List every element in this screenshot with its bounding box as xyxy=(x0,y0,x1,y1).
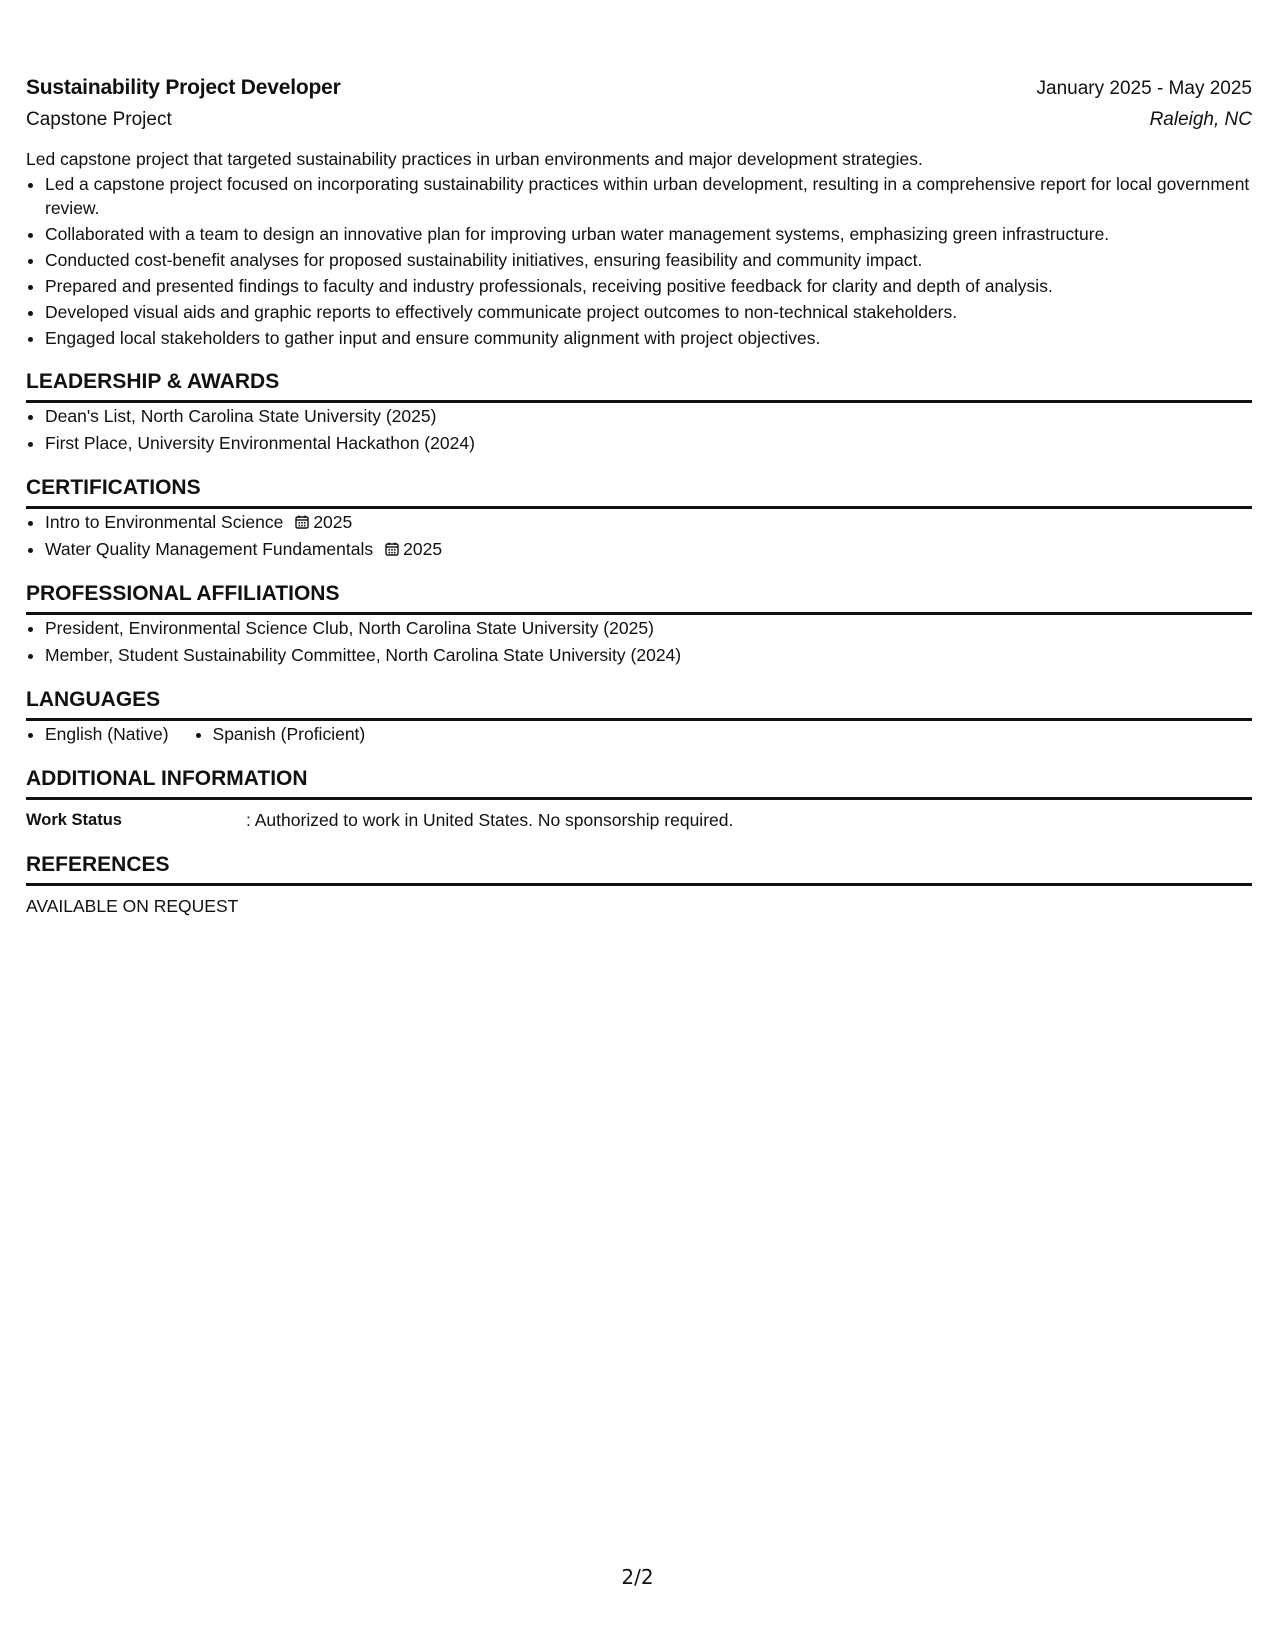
certification-year: 2025 xyxy=(313,512,353,532)
language-item: • Spanish (Proficient) xyxy=(213,721,366,747)
list-item: • Dean's List, North Carolina State University (2025) xyxy=(45,403,1252,430)
references-text: AVAILABLE ON REQUEST xyxy=(26,896,239,916)
page-number: 2/2 xyxy=(621,1565,654,1589)
job-header xyxy=(26,76,1252,140)
list-item: • Engaged local stakeholders to gather input and ensure community alignment with project objectives. xyxy=(45,326,1252,350)
job-organization: Capstone Project xyxy=(26,109,172,130)
certification-item xyxy=(45,509,1252,536)
section-heading-affiliations: PROFESSIONAL AFFILIATIONS xyxy=(26,580,1252,615)
job-summary: Led capstone project that targeted sustainability practices in urban environments and major development strategies. xyxy=(26,149,923,169)
section-heading-references: REFERENCES xyxy=(26,851,1252,886)
list-item: • Led a capstone project focused on incorporating sustainability practices within urban development, resulting in a comprehensive report for local government review. xyxy=(45,172,1252,220)
job-dates: January 2025 - May 2025 xyxy=(1036,78,1252,99)
leadership-list xyxy=(26,403,1252,456)
list-item: • Prepared and presented findings to faculty and industry professionals, receiving positive feedback for clarity and depth of analysis. xyxy=(45,274,1252,298)
certification-year: 2025 xyxy=(403,538,443,559)
certifications-list xyxy=(26,509,1252,562)
section-heading-leadership: LEADERSHIP & AWARDS xyxy=(26,368,1252,403)
calendar-icon xyxy=(295,515,309,529)
work-status-label: Work Status xyxy=(26,811,122,829)
resume-page xyxy=(26,0,1252,919)
work-status-value: : Authorized to work in United States. No sponsorship required. xyxy=(246,810,734,830)
list-item: • Collaborated with a team to design an innovative plan for improving urban water management systems, emphasizing green infrastructure. xyxy=(45,222,1252,246)
certification-item xyxy=(45,536,1252,563)
section-heading-languages: LANGUAGES xyxy=(26,686,1252,721)
affiliations-list xyxy=(26,615,1252,668)
job-bullets xyxy=(26,172,1252,350)
languages-list xyxy=(26,721,1252,747)
section-heading-certifications: CERTIFICATIONS xyxy=(26,474,1252,509)
calendar-icon xyxy=(385,542,399,556)
certification-name: Intro to Environmental Science xyxy=(45,512,284,532)
job-title: Sustainability Project Developer xyxy=(26,76,341,99)
list-item: • Member, Student Sustainability Committee, North Carolina State University (2024) xyxy=(45,642,1252,669)
list-item: • President, Environmental Science Club, North Carolina State University (2025) xyxy=(45,615,1252,642)
job-location: Raleigh, NC xyxy=(1149,109,1252,130)
list-item: • Developed visual aids and graphic reports to effectively communicate project outcomes to non-technical stakeholders. xyxy=(45,300,1252,324)
certification-name: Water Quality Management Fundamentals xyxy=(45,538,374,559)
list-item: • Conducted cost-benefit analyses for proposed sustainability initiatives, ensuring feasibility and community impact. xyxy=(45,248,1252,272)
language-item: • English (Native) xyxy=(45,721,169,747)
section-heading-additional: ADDITIONAL INFORMATION xyxy=(26,765,1252,800)
work-status-row xyxy=(26,807,1252,833)
list-item: • First Place, University Environmental Hackathon (2024) xyxy=(45,430,1252,457)
